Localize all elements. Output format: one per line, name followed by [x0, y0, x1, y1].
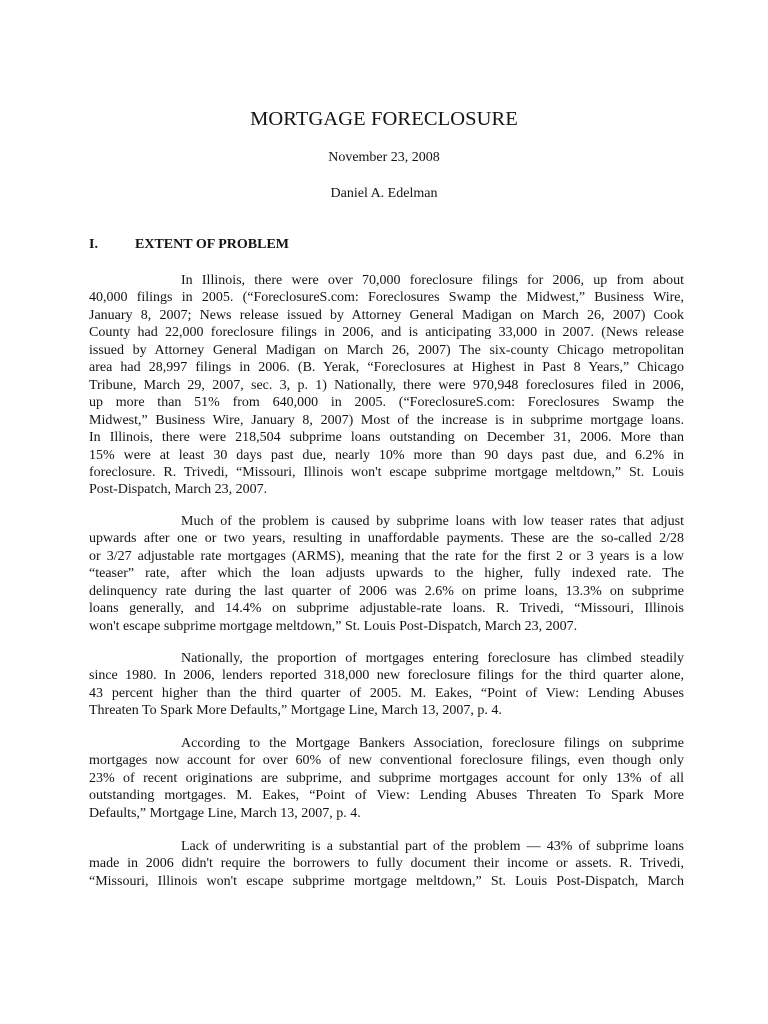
paragraph-line: Nationally, the proportion of mortgages entering foreclosure has climbed steadily [181, 651, 684, 666]
section-title: EXTENT OF PROBLEM [135, 237, 290, 252]
paragraph-line: Much of the problem is caused by subprime loans with low teaser rates that adjust [181, 514, 684, 529]
paragraph-4 [89, 735, 684, 822]
paragraph-line: up more than 51% from 640,000 in 2005. (“ForeclosureS.com: Foreclosures Swamp the [89, 395, 684, 411]
paragraph-line: Threaten To Spark More Defaults,” Mortgage Line, March 13, 2007, p. 4. [89, 703, 502, 719]
document-author: Daniel A. Edelman [330, 186, 438, 201]
paragraph-line: In Illinois, there were over 70,000 foreclosure filings for 2006, up from about [181, 273, 684, 288]
paragraph-line: County had 22,000 foreclosure filings in 2006, and is anticipating 33,000 in 2007. (News release [89, 325, 684, 341]
paragraph-line: 43 percent higher than the third quarter of 2005. M. Eakes, “Point of View: Lending Abuses [89, 685, 684, 701]
paragraph-1 [89, 272, 684, 499]
paragraph-2 [89, 513, 684, 635]
document-title: MORTGAGE FORECLOSURE [250, 108, 518, 130]
paragraph-line: loans generally, and 14.4% on subprime adjustable-rate loans. R. Trivedi, “Missouri, Illinois [89, 601, 684, 617]
paragraph-line: upwards after one or two years, resulting in unaffordable payments. These are the so-called 2/28 [89, 531, 684, 547]
paragraph-line: Post-Dispatch, March 23, 2007. [89, 482, 268, 498]
document-date: November 23, 2008 [328, 150, 440, 165]
paragraph-line: made in 2006 didn't require the borrowers to fully document their income or assets. R. Trivedi, [89, 856, 684, 872]
paragraph-line: January 8, 2007; News release issued by Attorney General Madigan on March 26, 2007) Cook [89, 307, 684, 323]
paragraph-line: outstanding mortgages. M. Eakes, “Point of View: Lending Abuses Threaten To Spark More [89, 788, 684, 804]
paragraph-line: 40,000 filings in 2005. (“ForeclosureS.com: Foreclosures Swamp the Midwest,” Business Wire, [89, 290, 684, 306]
paragraph-line: In Illinois, there were 218,504 subprime loans outstanding on December 31, 2006. More than [89, 430, 684, 446]
paragraph-line: 15% were at least 30 days past due, nearly 10% more than 90 days past due, and 6.2% in [89, 447, 684, 463]
paragraph-line: “Missouri, Illinois won't escape subprime mortgage meltdown,” St. Louis Post-Dispatch, March [89, 873, 684, 889]
paragraph-line: According to the Mortgage Bankers Association, foreclosure filings on subprime [181, 736, 684, 751]
paragraph-line: Lack of underwriting is a substantial part of the problem — 43% of subprime loans [181, 839, 684, 854]
paragraph-line: issued by Attorney General Madigan on March 26, 2007) The six-county Chicago metropolitan [89, 342, 684, 358]
paragraph-line: since 1980. In 2006, lenders reported 318,000 new foreclosure filings for the third quarter alone, [89, 668, 684, 684]
paragraph-line: won't escape subprime mortgage meltdown,” St. Louis Post-Dispatch, March 23, 2007. [89, 618, 578, 634]
paragraph-line: Midwest,” Business Wire, January 8, 2007) Most of the increase is in subprime mortgage loans. [89, 412, 684, 428]
paragraph-line: Defaults,” Mortgage Line, March 13, 2007, p. 4. [89, 805, 361, 821]
section-number: I. [89, 237, 98, 252]
paragraph-5 [89, 838, 684, 890]
paragraph-3 [89, 650, 684, 720]
paragraph-line: 23% of recent originations are subprime, and subprime mortgages account for only 13% of all [89, 770, 684, 786]
paragraph-line: delinquency rate during the last quarter of 2006 was 2.6% on prime loans, 13.3% on subprime [89, 583, 684, 599]
paragraph-line: area had 28,997 filings in 2006. (B. Yerak, “Foreclosures at Highest in Past 8 Years,” Chicago [89, 360, 684, 376]
paragraph-line: Tribune, March 29, 2007, sec. 3, p. 1) Nationally, there were 970,948 foreclosures filed in 2006, [89, 377, 684, 393]
section-heading [89, 237, 289, 253]
paragraph-line: “teaser” rate, after which the loan adjusts upwards to the higher, fully indexed rate. The [89, 566, 684, 582]
paragraph-line: or 3/27 adjustable rate mortgages (ARMS), meaning that the rate for the first 2 or 3 years is a low [89, 548, 684, 564]
paragraph-line: mortgages now account for over 60% of new conventional foreclosure filings, even though only [89, 753, 684, 769]
paragraph-line: foreclosure. R. Trivedi, “Missouri, Illinois won't escape subprime mortgage meltdown,” St. Louis [89, 464, 684, 480]
